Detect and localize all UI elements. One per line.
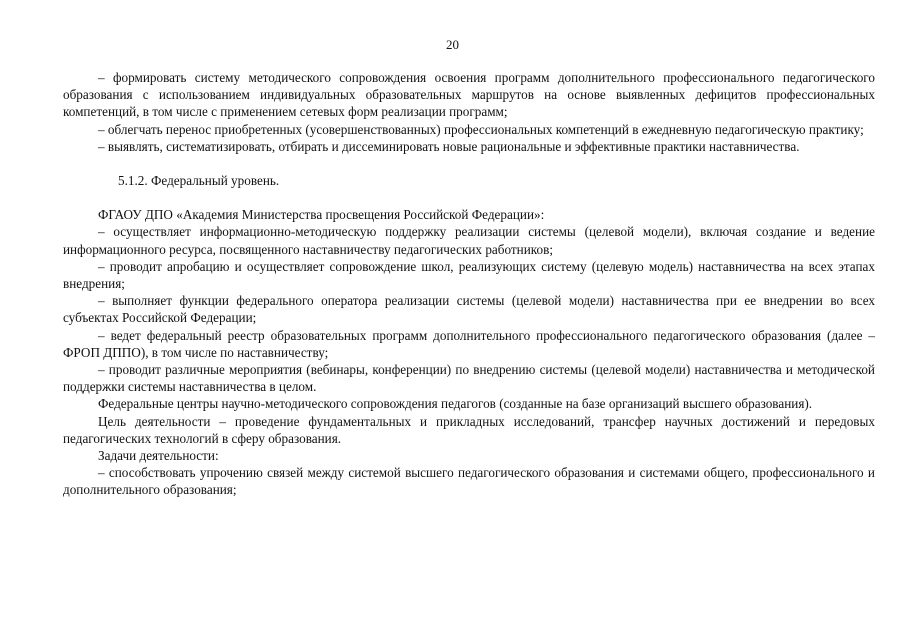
paragraph-competence-transfer: – облегчать перенос приобретенных (усовершенствованных) профессиональных компетенций в ежедневную педагогическую практику; [98,121,864,137]
section-heading: 5.1.2. Федеральный уровень. [118,173,280,189]
document-body [63,69,875,499]
activity-tasks-heading: Задачи деятельности: [98,448,219,464]
federal-item-info-support: – осуществляет информационно-методическую поддержку реализации системы (целевой модели), включая создание и ведение информационного ресурса, посвященного наставничеству педагогических работников; [63,224,875,257]
federal-item-approbation: – проводит апробацию и осуществляет сопровождение школ, реализующих систему (целевую модель) наставничества на всех этапах внедрения; [63,258,875,292]
activity-goal-paragraph: Цель деятельности – проведение фундаментальных и прикладных исследований, трансфер научных достижений и передовых педагогических технологий в сферу образования. [63,413,875,446]
federal-item-operator: – выполняет функции федерального оператора реализации системы (целевой модели) наставничества при ее внедрении во всех субъектах Российской Федерации; [63,293,875,326]
paragraph-practice-dissemination: – выявлять, систематизировать, отбирать и диссеминировать новые рациональные и эффективные практики наставничества. [98,138,800,154]
page-number: 20 [446,37,459,52]
federal-item-registry: – ведет федеральный реестр образовательных программ дополнительного профессионального педагогического образования (далее – ФРОП ДППО), в том числе по наставничеству; [63,327,875,360]
federal-org-intro: ФГАОУ ДПО «Академия Министерства просвещения Российской Федерации»: [98,207,545,223]
federal-item-events: – проводит различные мероприятия (вебинары, конференции) по внедрению системы (целевой модели) наставничества и методической поддержки системы наставничества в целом. [63,362,875,395]
paragraph-methodical-support: – формировать систему методического сопровождения освоения программ дополнительного профессионального педагогического образования с использованием индивидуальных образовательных маршрутов на основе выявленных дефицитов профессиональных компетенций, в том числе с применением сетевых форм реализации программ; [63,70,875,120]
federal-centers-paragraph: Федеральные центры научно-методического сопровождения педагогов (созданные на базе организаций высшего образования). [98,396,813,412]
task-strengthen-links: – способствовать упрочению связей между системой высшего педагогического образования и системами общего, профессионального и дополнительного образования; [63,465,875,498]
